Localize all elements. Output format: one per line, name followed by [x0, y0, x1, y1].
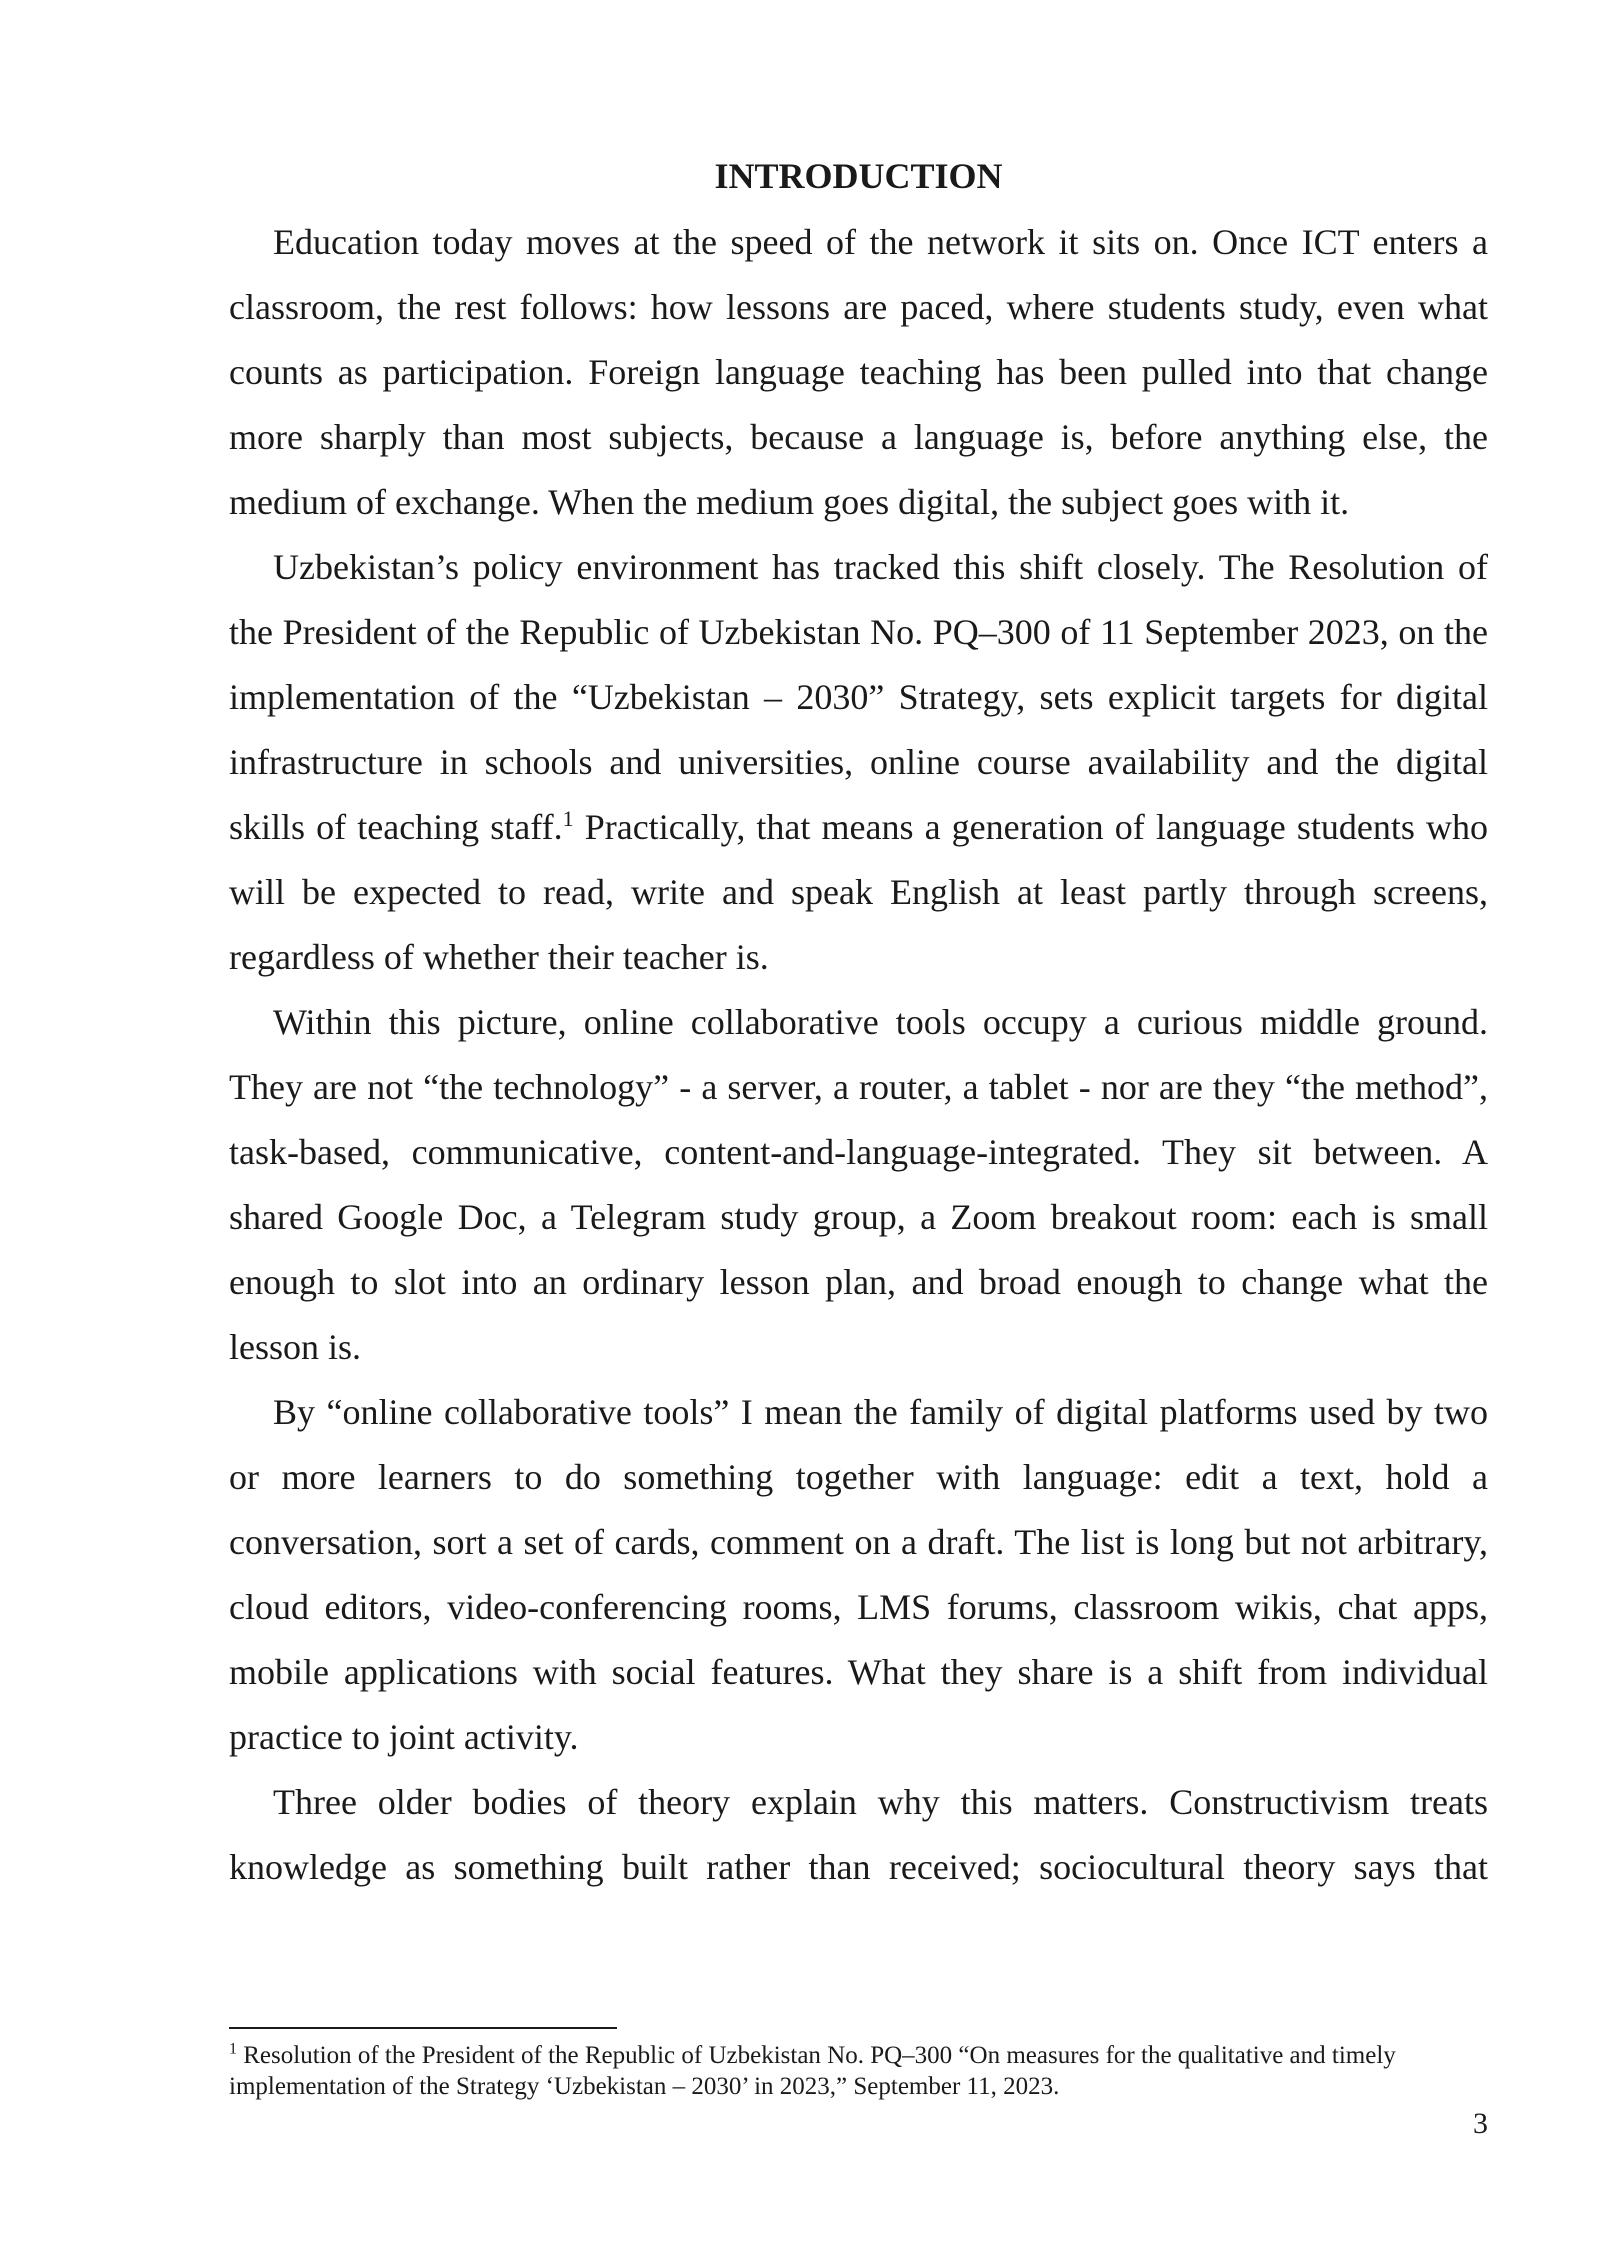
paragraph-5: Three older bodies of theory explain why this matters. Constructivism treats knowledge as something built rather than received; sociocultural theory says that	[229, 1782, 1488, 1887]
paragraph-4: By “online collaborative tools” I mean the family of digital platforms used by two or more learners to do something together with language: edit a text, hold a conversation, sort a set of cards, comment on a draft. The list is long but not arbitrary, cloud editors, video-conferencing rooms, LMS forums, classroom wikis, chat apps, mobile applications with social features. What they share is a shift from individual practice to joint activity.	[229, 1392, 1488, 1757]
paragraph-1: Education today moves at the speed of the network it sits on. Once ICT enters a classroom, the rest follows: how lessons are paced, where students study, even what counts as participation. Foreign language teaching has been pulled into that change more sharply than most subjects, because a language is, before anything else, the medium of exchange. When the medium goes digital, the subject goes with it.	[229, 222, 1488, 522]
paragraph-2-continuation: Practically, that means a generation of language students who will be expected to read, write and speak English at least partly through screens, regardless of whether their teacher is.	[229, 807, 1488, 977]
paragraph-2	[229, 535, 1488, 990]
page-number: 3	[1473, 2107, 1488, 2140]
footnote-reference: 1	[562, 806, 574, 831]
footnote	[229, 2040, 1488, 2102]
footnote-marker: 1	[229, 2040, 237, 2058]
paragraph-3: Within this picture, online collaborative tools occupy a curious middle ground. They are not “the technology” - a server, a router, a tablet - nor are they “the method”, task-based, communicative, content-and-language-integrated. They sit between. A shared Google Doc, a Telegram study group, a Zoom breakout room: each is small enough to slot into an ordinary lesson plan, and broad enough to change what the lesson is.	[229, 1002, 1488, 1367]
body-text	[229, 210, 1488, 1900]
footnote-separator	[229, 2027, 617, 2029]
footnote-text: Resolution of the President of the Republic of Uzbekistan No. PQ–300 “On measures for the qualitative and timely implementation of the Strategy ‘Uzbekistan – 2030’ in 2023,” September 11, 2023.	[229, 2042, 1396, 2100]
paragraph-2-text: Uzbekistan’s policy environment has tracked this shift closely. The Resolution of the President of the Republic of Uzbekistan No. PQ–300 of 11 September 2023, on the implementation of the “Uzbekistan – 2030” Strategy, sets explicit targets for digital infrastructure in schools and universities, online course availability and the digital skills of teaching staff.	[229, 547, 1488, 847]
page-title: INTRODUCTION	[714, 156, 1003, 196]
